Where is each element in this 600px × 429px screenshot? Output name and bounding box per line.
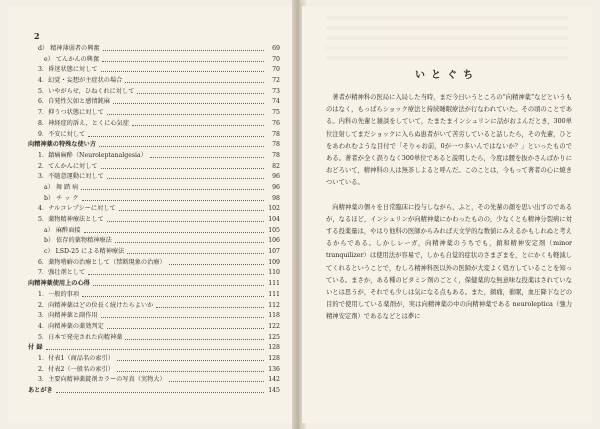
- leader-dots: [107, 328, 264, 329]
- toc-entry: [28, 172, 280, 183]
- toc-entry-page: 104: [266, 215, 280, 226]
- toc-entry: [28, 386, 280, 397]
- toc-entry-page: 107: [266, 247, 280, 258]
- toc-entry: [28, 204, 280, 215]
- leader-dots: [84, 232, 264, 233]
- leader-dots: [81, 189, 264, 190]
- toc-entry-label: 4．幻覚・妄想が主症状の場合: [38, 77, 123, 85]
- left-page: [8, 6, 294, 423]
- toc-entry-page: 136: [266, 365, 280, 376]
- toc-entry-label: 4．ナルコレプシーに対して: [38, 205, 116, 213]
- leader-dots: [56, 392, 264, 393]
- toc-entry-label: 7．強壮剤として: [38, 269, 86, 277]
- toc-entry-page: 73: [270, 87, 280, 98]
- toc-entry: [28, 151, 280, 162]
- toc-entry-page: 82: [270, 162, 280, 173]
- toc-entry: [28, 226, 280, 237]
- bleed-through-text: [326, 16, 568, 66]
- toc-entry-label: 6．自発性欠如と感情鈍麻: [38, 98, 110, 106]
- toc-entry-label: 5．薬物精神療法として: [38, 216, 104, 223]
- toc-entry-page: 125: [266, 333, 280, 344]
- toc-entry: [28, 76, 280, 87]
- leader-dots: [82, 200, 264, 201]
- toc-entry: [28, 322, 280, 333]
- toc-entry: [28, 130, 280, 141]
- toc-entry-page: 78: [270, 140, 280, 151]
- toc-entry-page: 111: [266, 290, 280, 301]
- toc-entry-page: 70: [270, 55, 280, 66]
- toc-entry-label: 2．てんかんに対して: [38, 162, 98, 170]
- toc-entry-page: 70: [270, 65, 280, 76]
- toc-entry-label: b） 依存的薬物精神療法: [44, 237, 112, 245]
- toc-entry-label: 4．向精神薬の薬効判定: [38, 322, 104, 330]
- toc-entry: [28, 354, 280, 365]
- leader-dots: [93, 285, 264, 286]
- toc-entry-label: b） チ ッ ク: [44, 194, 79, 202]
- section-title: いとぐち: [415, 70, 479, 81]
- leader-dots: [107, 114, 264, 115]
- toc-entry: [28, 333, 280, 344]
- toc-entry-page: 145: [266, 386, 280, 397]
- toc-entry-label: 向精神薬使用上の心得: [28, 280, 90, 288]
- leader-dots: [127, 253, 264, 254]
- toc-entry-label: 5．日本で発売された向精神薬: [38, 333, 123, 341]
- leader-dots: [88, 274, 264, 275]
- leader-dots: [113, 103, 264, 104]
- toc-entry-label: 付 録: [28, 344, 43, 352]
- toc-entry: [28, 65, 280, 76]
- leader-dots: [102, 61, 264, 62]
- toc-entry-page: 105: [266, 226, 280, 237]
- toc-entry: [28, 108, 280, 119]
- leader-dots: [107, 178, 264, 179]
- toc-entry-page: 122: [266, 322, 280, 333]
- toc-entry-label: 3．主要向精神薬錠剤カラーの写真（実物大）: [38, 376, 166, 384]
- toc-entry-page: 142: [266, 375, 280, 386]
- toc-entry: [28, 290, 280, 301]
- toc-entry-page: 106: [266, 236, 280, 247]
- leader-dots: [101, 71, 264, 72]
- toc-entry-page: 72: [270, 76, 280, 87]
- toc-entry: [28, 301, 280, 312]
- toc-entry-page: 102: [266, 204, 280, 215]
- right-page: [302, 6, 592, 423]
- leader-dots: [137, 93, 264, 94]
- leader-dots: [101, 317, 264, 318]
- toc-entry-page: 78: [270, 151, 280, 162]
- toc-entry: [28, 87, 280, 98]
- toc-entry-label: 5．いやがらせ，ひねくれに対して: [38, 87, 135, 95]
- leader-dots: [150, 157, 264, 158]
- toc-entry: [28, 268, 280, 279]
- toc-entry: [28, 311, 280, 322]
- toc-entry: [28, 343, 280, 354]
- toc-entry-page: 109: [266, 258, 280, 269]
- toc-entry-label: a） 麻酔面接: [44, 226, 81, 234]
- toc-entry-label: d） 精神薄弱者の興奮: [38, 45, 100, 52]
- toc-entry-page: 74: [270, 97, 280, 108]
- leader-dots: [99, 146, 264, 147]
- toc-entry-label: 1．一般的事項: [38, 290, 80, 298]
- leader-dots: [132, 125, 264, 126]
- toc-entry-page: 69: [270, 44, 280, 55]
- toc-entry-page: 110: [266, 268, 280, 279]
- leader-dots: [82, 296, 264, 297]
- leader-dots: [88, 136, 264, 137]
- toc-entry-page: 111: [266, 279, 280, 290]
- table-of-contents: [28, 44, 280, 397]
- toc-entry: [28, 365, 280, 376]
- toc-entry: [28, 183, 280, 194]
- leader-dots: [117, 371, 264, 372]
- toc-entry-page: 128: [266, 354, 280, 365]
- toc-entry: [28, 140, 280, 151]
- toc-entry-label: 8．神経症的訴え，とくに心気症: [38, 119, 129, 127]
- body-paragraph: 向精神薬の個々を日常臨床に投与しながら，ふと，その先輩の顔を思い出すのであるが，なるほど，インシュリンが向精神薬にかわったものの，少なくとも精神分裂病に対する投薬量は，やはり他科の医師からみれば天文学的な数値にみえるかもしれぬと考えるからである。しかしレーガ，向精神薬のうちでも，鎮和精神安定剤（minor tranquilizer）は使用法が容易で，しかも自覚的症状のさまざまを，とにかくも軽減してくれるということで，むしろ精神科医以外の医師が大変よく処方していることを知っている。まさか，ある種のビタミン剤のごとく，保健薬的な無意味な投薬はされていないとは思うが，それでも少しは気になる点もある。また，鎮痛，催眠，血圧降下などの目的で使用している薬剤が，実は向精神薬の中の向精神薬である neuroleptica（強力精神安定剤）であるなどとは夢に: [326, 203, 572, 321]
- toc-entry-label: c） LSD-25 による精神療法: [44, 248, 125, 256]
- toc-entry-label: 3．昏迷状態に対して: [38, 66, 98, 74]
- toc-entry-label: 7．抑うつ状態に対して: [38, 109, 104, 117]
- leader-dots: [103, 50, 264, 51]
- toc-entry: [28, 375, 280, 386]
- toc-entry: [28, 279, 280, 290]
- leader-dots: [101, 168, 264, 169]
- leader-dots: [46, 349, 264, 350]
- leader-dots: [117, 360, 264, 361]
- toc-entry: [28, 162, 280, 173]
- toc-entry-label: 向精神薬の特殊な使い方: [28, 141, 97, 149]
- leader-dots: [107, 221, 264, 222]
- toc-entry: [28, 55, 280, 66]
- toc-entry-label: 3．不随意運動に対して: [38, 173, 104, 181]
- leader-dots: [125, 339, 264, 340]
- toc-entry-label: あとがき: [28, 387, 53, 394]
- toc-entry-label: 3．向精神薬と副作用: [38, 312, 98, 320]
- toc-entry-page: 96: [270, 183, 280, 194]
- toc-entry: [28, 236, 280, 247]
- leader-dots: [169, 381, 264, 382]
- leader-dots: [115, 242, 264, 243]
- toc-entry: [28, 215, 280, 226]
- toc-entry-page: 78: [270, 130, 280, 141]
- leader-dots: [156, 307, 264, 308]
- toc-entry-page: 98: [270, 194, 280, 205]
- toc-entry-label: 1．鎮痛麻酔（Neuroleptanalgesia）: [38, 151, 147, 159]
- toc-entry: [28, 194, 280, 205]
- toc-entry: [28, 119, 280, 130]
- toc-entry: [28, 97, 280, 108]
- leader-dots: [125, 82, 264, 83]
- toc-entry-page: 75: [270, 108, 280, 119]
- toc-entry-label: a） 舞 踏 病: [44, 183, 79, 191]
- body-text: [326, 92, 572, 324]
- toc-entry-page: 112: [266, 301, 280, 312]
- toc-entry-label: 2．付表2（一般名の索引）: [38, 365, 114, 373]
- toc-entry-page: 96: [270, 172, 280, 183]
- leader-dots: [169, 264, 264, 265]
- toc-entry: [28, 258, 280, 269]
- toc-entry-label: 2．向精神薬はどの位長く続けたらよいか: [38, 301, 154, 309]
- toc-entry-label: 9．不安に対して: [38, 130, 86, 138]
- toc-entry: [28, 44, 280, 55]
- toc-entry-label: e） てんかんの興奮: [44, 55, 100, 63]
- toc-entry-page: 76: [270, 119, 280, 130]
- body-paragraph: 著者が精神科の医局に入局した当時，まだ今日いうところの“向精神薬”などというものはなく，もっぱらショック療法と持続睡眠療法が行なわれていた。その頃のことである。内科の先輩と雑談をしていて，たまたまインシュリンに話がおよんだとき，300単位注射してまだショックに入らぬ患者がいて苦労していると話したら，その先輩，ひとをあわれむような目付で「そりゃお前，0が一つ多いんではないか？」といったものである。著者が全く誤りなく300単位であると説明したら，今度は腰を抜かさんばかりにおどろいて，精神科の人は無茶しよると呼んだ。このことは，今もって著者の心に焼きついている。: [326, 94, 572, 187]
- toc-entry-label: 1．付表1（商品名の索引）: [38, 354, 114, 362]
- leader-dots: [119, 210, 264, 211]
- toc-entry-page: 118: [266, 311, 280, 322]
- toc-entry-page: 128: [266, 343, 280, 354]
- page-number: 2: [34, 31, 40, 41]
- toc-entry: [28, 247, 280, 258]
- toc-entry-label: 6．薬物嗜癖の治療として（禁断現象の治療）: [38, 258, 166, 266]
